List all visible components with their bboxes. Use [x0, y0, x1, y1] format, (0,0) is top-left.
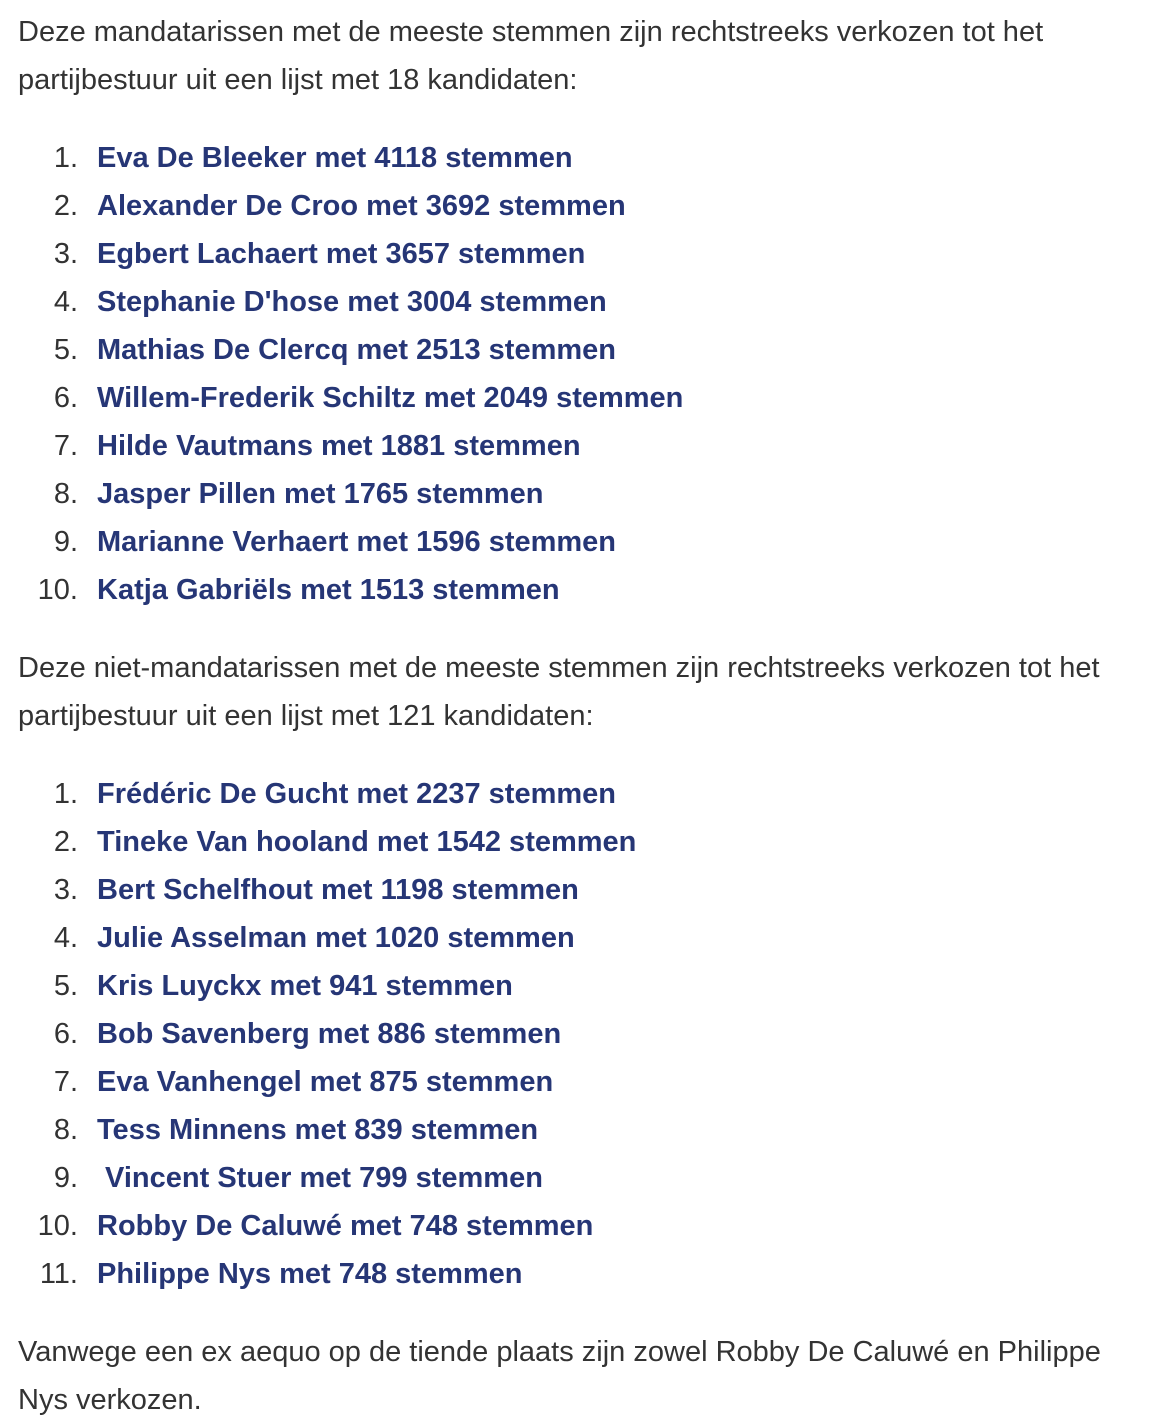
list-item — [18, 962, 1148, 1010]
candidate-entry: Stephanie D'hose met 3004 stemmen — [97, 286, 607, 318]
list-number: 9. — [53, 526, 78, 558]
list-number: 3. — [53, 238, 78, 270]
list-number: 2. — [53, 826, 78, 858]
list-number: 7. — [53, 1066, 78, 1098]
candidate-entry: Frédéric De Gucht met 2237 stemmen — [97, 778, 616, 810]
list-item — [18, 866, 1148, 914]
list-item — [18, 1154, 1148, 1202]
list-number: 4. — [53, 286, 78, 318]
candidate-entry: Alexander De Croo met 3692 stemmen — [97, 190, 626, 222]
candidate-entry: Jasper Pillen met 1765 stemmen — [97, 478, 544, 510]
list-item — [18, 518, 1148, 566]
list-item — [18, 422, 1148, 470]
list-number: 11. — [39, 1258, 78, 1290]
list-item — [18, 770, 1148, 818]
list-item — [18, 914, 1148, 962]
list-item — [18, 1202, 1148, 1250]
candidate-entry: Tess Minnens met 839 stemmen — [97, 1114, 539, 1146]
candidate-entry: Willem-Frederik Schiltz met 2049 stemmen — [97, 382, 684, 414]
list-number: 6. — [53, 382, 78, 414]
list-number: 8. — [53, 478, 78, 510]
list-number: 5. — [53, 334, 78, 366]
ranked-list-mandatarissen — [18, 134, 1148, 614]
candidate-entry: Vincent Stuer met 799 stemmen — [97, 1162, 543, 1194]
list-item — [18, 326, 1148, 374]
list-number: 8. — [53, 1114, 78, 1146]
list-item — [18, 1106, 1148, 1154]
list-number: 2. — [53, 190, 78, 222]
list-item — [18, 134, 1148, 182]
list-item — [18, 374, 1148, 422]
list-item — [18, 1058, 1148, 1106]
list-item — [18, 566, 1148, 614]
candidate-entry: Hilde Vautmans met 1881 stemmen — [97, 430, 581, 462]
candidate-entry: Egbert Lachaert met 3657 stemmen — [97, 238, 586, 270]
list-item — [18, 278, 1148, 326]
list-item — [18, 182, 1148, 230]
article-body — [18, 8, 1148, 1424]
list-number: 4. — [53, 922, 78, 954]
candidate-entry: Eva De Bleeker met 4118 stemmen — [97, 142, 573, 174]
candidate-entry: Eva Vanhengel met 875 stemmen — [97, 1066, 554, 1098]
list-number: 9. — [53, 1162, 78, 1194]
candidate-entry: Bert Schelfhout met 1198 stemmen — [97, 874, 579, 906]
list-number: 10. — [37, 574, 78, 606]
intro-paragraph-niet-mandatarissen: Deze niet-mandatarissen met de meeste stemmen zijn rechtstreeks verkozen tot het partijbestuur uit een lijst met 121 kandidaten: — [18, 652, 1100, 732]
candidate-entry: Julie Asselman met 1020 stemmen — [97, 922, 575, 954]
candidate-entry: Kris Luyckx met 941 stemmen — [97, 970, 513, 1002]
ranked-list-niet-mandatarissen — [18, 770, 1148, 1298]
list-item — [18, 1250, 1148, 1298]
candidate-entry: Tineke Van hooland met 1542 stemmen — [97, 826, 637, 858]
list-number: 6. — [53, 1018, 78, 1050]
outro-paragraph: Vanwege een ex aequo op de tiende plaats zijn zowel Robby De Caluwé en Philippe Nys verkozen. — [18, 1336, 1101, 1416]
list-number: 10. — [37, 1210, 78, 1242]
candidate-entry: Robby De Caluwé met 748 stemmen — [97, 1210, 594, 1242]
candidate-entry: Bob Savenberg met 886 stemmen — [97, 1018, 562, 1050]
list-number: 3. — [53, 874, 78, 906]
list-item — [18, 818, 1148, 866]
candidate-entry: Katja Gabriëls met 1513 stemmen — [97, 574, 560, 606]
list-item — [18, 1010, 1148, 1058]
list-number: 1. — [53, 142, 78, 174]
intro-paragraph-mandatarissen: Deze mandatarissen met de meeste stemmen zijn rechtstreeks verkozen tot het partijbestuur uit een lijst met 18 kandidaten: — [18, 16, 1044, 96]
candidate-entry: Mathias De Clercq met 2513 stemmen — [97, 334, 616, 366]
candidate-entry: Marianne Verhaert met 1596 stemmen — [97, 526, 617, 558]
list-item — [18, 470, 1148, 518]
list-number: 1. — [53, 778, 78, 810]
list-number: 7. — [53, 430, 78, 462]
list-item — [18, 230, 1148, 278]
candidate-entry: Philippe Nys met 748 stemmen — [97, 1258, 523, 1290]
list-number: 5. — [53, 970, 78, 1002]
